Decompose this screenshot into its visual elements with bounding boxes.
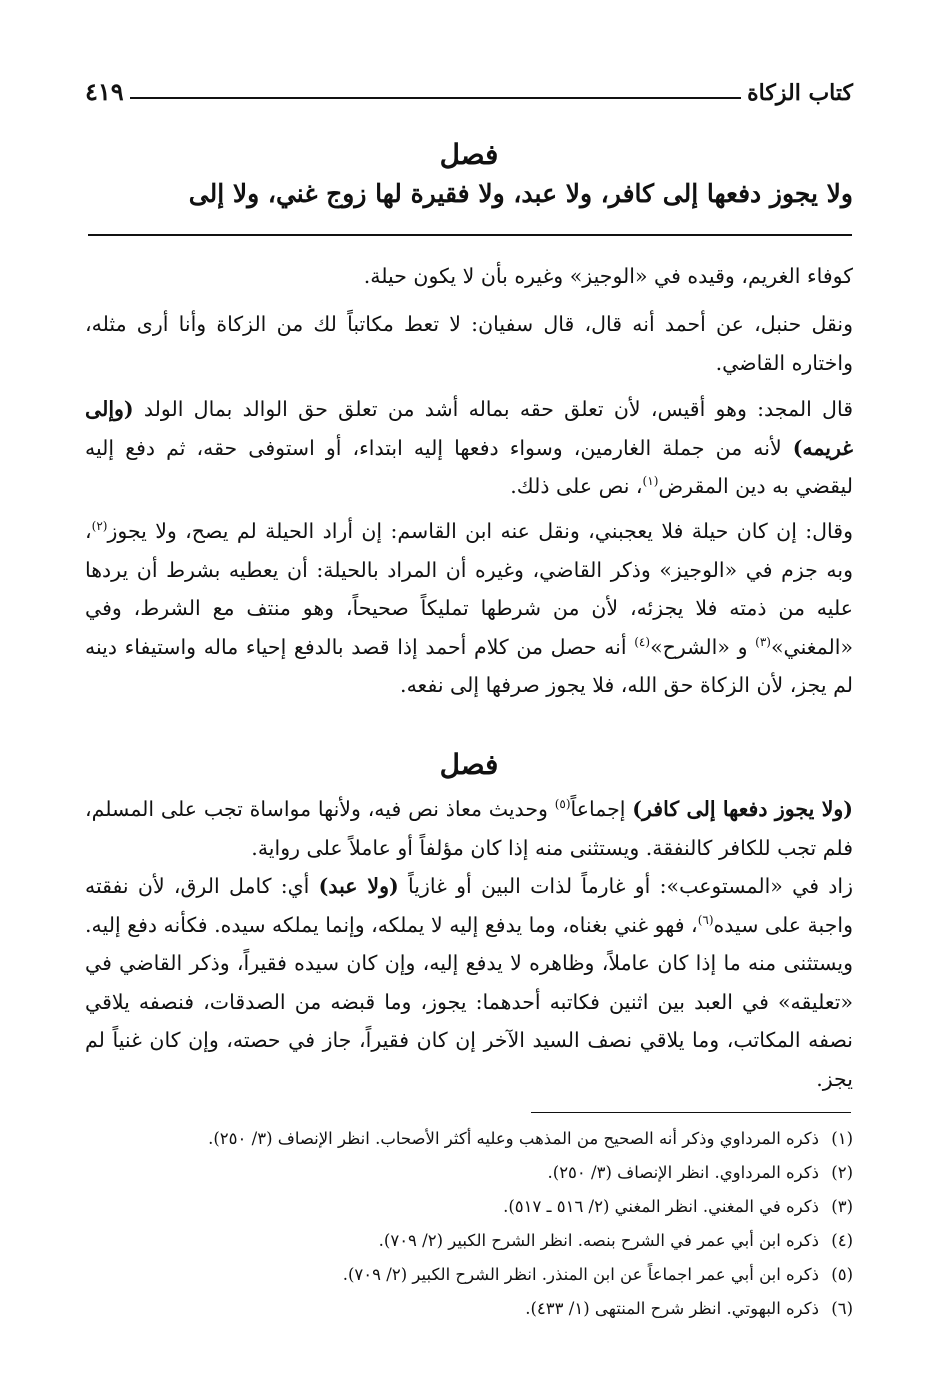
paragraph-text: وحديث معاذ نص فيه، ولأنها مواساة تجب على المسلم، فلم تجب للكافر كالنفقة. ويستثنى منه إذا كان مؤلفاً أو عاملاً على رواية. [85,797,853,860]
paragraph-text: أنه حصل من كلام أحمد إذا قصد بالدفع إحياء ماله واستيفاء دينه لم يجز، لأن الزكاة حق الله، فلا يجوز صرفها إلى نفعه. [85,634,853,697]
paragraph-text: ، نص على ذلك. [510,474,643,498]
footnote-number: (٥) [831,1265,853,1284]
commentary-paragraph [85,390,853,506]
footnote-text: ذكره البهوتي. انظر شرح المنتهى (١/ ٤٣٣). [525,1299,819,1318]
footnote-ref[interactable]: (٤) [634,634,651,649]
book-title: كتاب الزكاة [747,80,853,106]
paragraph-text: أي: كامل الرق، لأن نفقته واجبة على سيده [85,874,853,937]
paragraph-text: زاد في «المستوعب»: أو غارماً لذات البين أو غازياً [398,874,853,898]
running-header [85,70,853,106]
footnote-number: (٦) [831,1299,853,1318]
matn-divider [88,234,852,236]
paragraph-text: كوفاء الغريم، وقيده في «الوجيز» وغيره بأن لا يكون حيلة. [363,264,853,288]
commentary-paragraph [85,257,853,296]
footnote-ref[interactable]: (٦) [697,912,714,927]
page-number: ٤١٩ [85,77,124,106]
footnote-item [85,1292,853,1326]
section-heading: فصل [439,748,499,781]
footnote-ref[interactable]: (٢) [91,519,108,534]
footnote-item [85,1224,853,1258]
section-heading: فصل [439,138,499,171]
matn-quote: (ولا يجوز دفعها إلى كافر) [632,797,853,821]
footnote-text: ذكره ابن أبي عمر اجماعاً عن ابن المنذر. انظر الشرح الكبير (٢/ ٧٠٩). [342,1265,819,1284]
commentary-paragraph [85,512,853,705]
footnotes-list [85,1122,853,1326]
footnote-number: (٣) [831,1197,853,1216]
paragraph-text: وقال: إن كان حيلة فلا يعجبني، ونقل عنه ابن القاسم: إن أراد الحيلة لم يصح، ولا يجوز [107,519,853,543]
commentary-paragraph [85,790,853,867]
commentary-paragraph [85,867,853,1098]
footnote-ref[interactable]: (١) [642,474,659,489]
commentary-paragraph [85,305,853,382]
paragraph-text: ، وبه جزم في «الوجيز» وذكر القاضي، وغيره أن المراد بالحيلة: أن يعطيه بشرط أن يردها عليه من ذمته فلا يجزئه، لأن من شرطها تمليكاً صحيحاً، وهو منتف مع الشرط، وفي «المغني» [85,519,853,659]
paragraph-text: لأنه من جملة الغارمين، وسواء دفعها إليه ابتداء، أو استوفى حقه، ثم دفع إليه ليقضي به دين المقرض [85,435,853,498]
footnote-ref[interactable]: (٥) [554,797,571,812]
footnote-text: ذكره المرداوي وذكر أنه الصحيح من المذهب وعليه أكثر الأصحاب. انظر الإنصاف (٣/ ٢٥٠). [208,1129,819,1148]
footnote-text: ذكره ابن أبي عمر في الشرح بنصه. انظر الشرح الكبير (٢/ ٧٠٩). [378,1231,819,1250]
footnote-text: ذكره في المغني. انظر المغني (٢/ ٥١٦ ـ ٥١٧). [503,1197,819,1216]
footnote-number: (٢) [831,1163,853,1182]
footnote-item [85,1258,853,1292]
paragraph-text: قال المجد: وهو أقيس، لأن تعلق حقه بماله أشد من تعلق حق الوالد بمال الولد [133,397,853,421]
footnote-text: ذكره المرداوي. انظر الإنصاف (٣/ ٢٥٠). [547,1163,819,1182]
paragraph-text: إجماعاً [570,797,633,821]
matn-text: ولا يجوز دفعها إلى كافر، ولا عبد، ولا فقيرة لها زوج غني، ولا إلى [188,179,853,208]
matn-quote: (ولا عبد) [318,874,399,898]
footnote-item [85,1122,853,1156]
paragraph-text: ونقل حنبل، عن أحمد أنه قال، قال سفيان: لا تعط مكاتباً لك من الزكاة وأنا أرى مثله، واختاره القاضي. [85,312,853,375]
footnote-item [85,1190,853,1224]
matn-quote: (وإلى غريمه) [85,397,853,460]
footnote-number: (١) [831,1129,853,1148]
footnote-number: (٤) [831,1231,853,1250]
paragraph-text: ، فهو غني بغناه، وما يدفع إليه لا يملكه، وإنما يملكه سيده. فكأنه دفع إليه. ويستثنى منه ما إذا كان عاملاً، وظاهره لا يدفع إليه، وإن كان سيده فقيراً، وذكر القاضي في «تعليقه» في العبد بين اثنين فكاتبه أحدهما: يجوز، وما قبضه من الصدقات، فنصفه يلاقي نصفه المكاتب، وما يلاقي نصف السيد الآخر إن كان فقيراً، جاز في حصته، وإن كان غنياً لم يجز. [85,912,853,1091]
footnote-divider [531,1112,851,1113]
header-rule [130,97,741,99]
footnote-ref[interactable]: (٣) [755,634,771,649]
footnote-item [85,1156,853,1190]
paragraph-text: و «الشرح» [650,634,756,659]
